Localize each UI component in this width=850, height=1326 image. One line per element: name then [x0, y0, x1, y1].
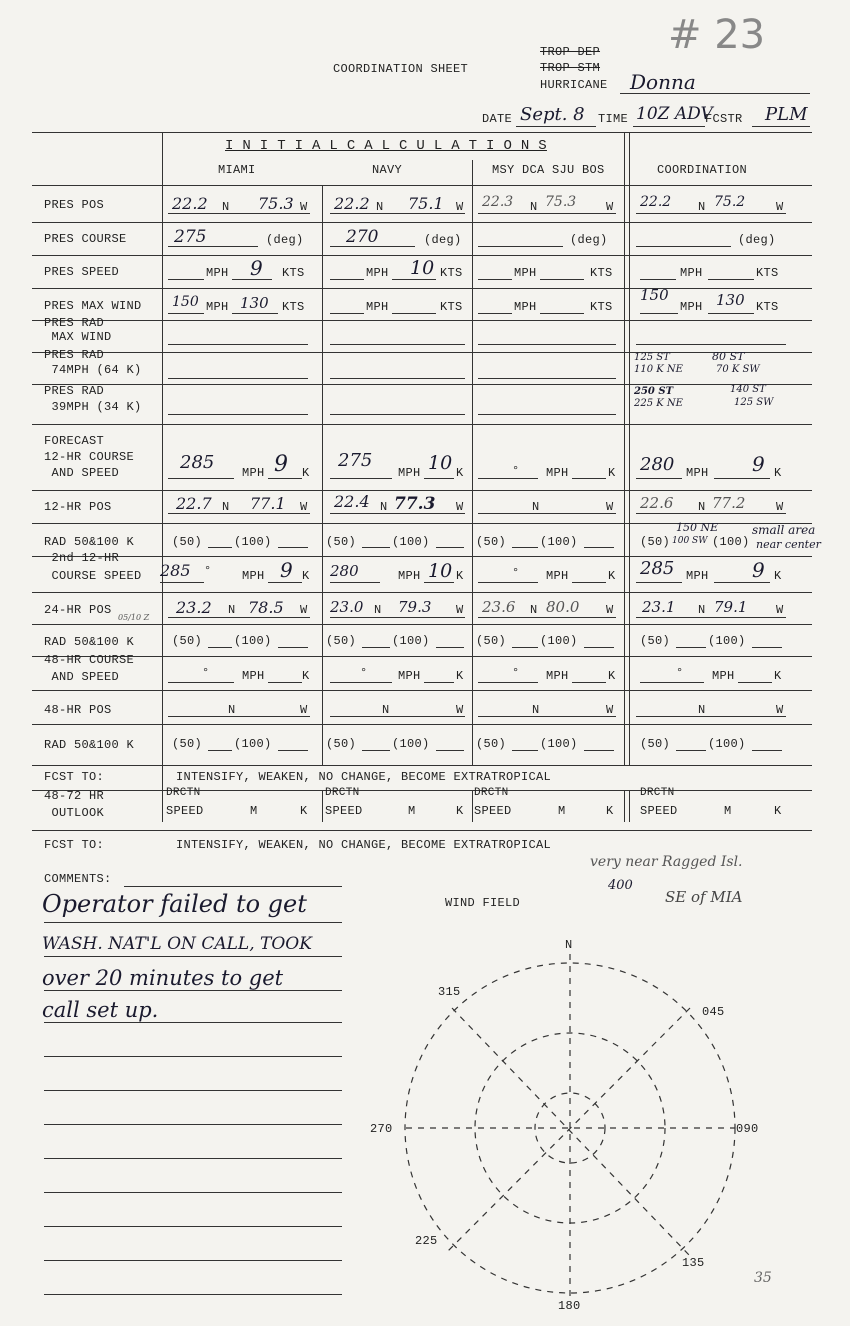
- speed-label: SPEED: [325, 804, 363, 818]
- fcstr-value: PLM: [765, 104, 808, 125]
- label-pres-max-wind: PRES MAX WIND: [44, 299, 142, 313]
- navy-speed-kts: 10: [410, 257, 435, 279]
- label-fcst-to-2: FCST TO:: [44, 838, 105, 852]
- mph-unit: MPH: [242, 466, 265, 480]
- n-unit: N: [222, 200, 230, 214]
- comment-line-1: Operator failed to get: [42, 890, 307, 918]
- w-unit: W: [456, 603, 464, 617]
- label-pres-speed: PRES SPEED: [44, 265, 120, 279]
- miami-s12: 9: [274, 452, 288, 477]
- storm-name: Donna: [630, 70, 696, 94]
- coord-pres-pos-n: 22.2: [640, 194, 672, 210]
- n-unit: N: [532, 703, 540, 717]
- navy-pres-pos-n: 22.2: [334, 194, 370, 213]
- fcstr-label: FCSTR: [705, 112, 743, 126]
- kts-unit: KTS: [282, 300, 305, 314]
- fifty-label: (50): [172, 737, 203, 751]
- label-2nd-12: 2nd 12-HR COURSE SPEED: [51, 551, 142, 583]
- hundred-label: (100): [392, 535, 430, 549]
- navy-p12-w: 77.3: [394, 494, 436, 514]
- deg-symbol: °: [676, 666, 684, 680]
- navy-pres-pos-w: 75.1: [408, 194, 444, 213]
- n-unit: N: [228, 603, 236, 617]
- w-unit: W: [776, 603, 784, 617]
- fifty-label: (50): [476, 634, 507, 648]
- w-unit: W: [300, 603, 308, 617]
- k-label: K: [606, 804, 614, 818]
- miami-p24-n: 23.2: [176, 598, 212, 617]
- sheet-number: # 23: [668, 12, 766, 58]
- label-24hr-pos: 24-HR POS: [44, 603, 112, 617]
- label-rad-48: RAD 50&100 K: [44, 738, 135, 752]
- k-unit: K: [302, 669, 310, 683]
- fifty-label: (50): [640, 535, 671, 549]
- n-unit: N: [380, 500, 388, 514]
- k-unit: K: [608, 569, 616, 583]
- label-pres-course: PRES COURSE: [44, 232, 127, 246]
- corner-note: 35: [754, 1270, 772, 1286]
- other-p24-n: 23.6: [482, 598, 516, 616]
- k-unit: K: [456, 669, 464, 683]
- hundred-label: (100): [540, 634, 578, 648]
- speed-label: SPEED: [640, 804, 678, 818]
- w-unit: W: [456, 500, 464, 514]
- k-unit: K: [774, 569, 782, 583]
- col-miami: MIAMI: [218, 163, 256, 177]
- navy-s12: 10: [428, 452, 453, 474]
- n-unit: N: [530, 200, 538, 214]
- miami-c12: 285: [180, 452, 215, 473]
- kts-unit: KTS: [282, 266, 305, 280]
- k-unit: K: [456, 466, 464, 480]
- w-unit: W: [456, 200, 464, 214]
- drctn-label: DRCTN: [640, 787, 675, 799]
- comment-line-3: over 20 minutes to get: [42, 966, 284, 990]
- mph-unit: MPH: [366, 300, 389, 314]
- k-unit: K: [774, 466, 782, 480]
- deg-unit: (deg): [266, 233, 304, 247]
- deg-symbol: °: [204, 564, 212, 578]
- hundred-label: (100): [392, 737, 430, 751]
- m-label: M: [558, 804, 566, 818]
- comment-line-2: WASH. NAT'L ON CALL, TOOK: [42, 934, 312, 954]
- trop-stm-label: TROP STM: [540, 61, 601, 75]
- miami-speed-kts: 9: [250, 256, 263, 280]
- label-48hr-pos: 48-HR POS: [44, 703, 112, 717]
- mph-unit: MPH: [686, 569, 709, 583]
- drctn-label: DRCTN: [166, 787, 201, 799]
- wind-note-1: very near Ragged Isl.: [590, 854, 743, 870]
- mph-unit: MPH: [546, 466, 569, 480]
- n-unit: N: [382, 703, 390, 717]
- mph-unit: MPH: [206, 266, 229, 280]
- mph-unit: MPH: [398, 569, 421, 583]
- mph-unit: MPH: [398, 466, 421, 480]
- n-unit: N: [530, 603, 538, 617]
- label-rad-12: RAD 50&100 K: [44, 535, 135, 549]
- kts-unit: KTS: [590, 266, 613, 280]
- page-title: COORDINATION SHEET: [333, 62, 469, 76]
- wind-field-label: WIND FIELD: [445, 896, 521, 910]
- hundred-label: (100): [392, 634, 430, 648]
- mph-unit: MPH: [242, 669, 265, 683]
- navy-p24-n: 23.0: [330, 598, 364, 616]
- hundred-label: (100): [712, 535, 750, 549]
- label-pres-pos: PRES POS: [44, 198, 105, 212]
- k-label: K: [300, 804, 308, 818]
- hundred-label: (100): [708, 737, 746, 751]
- deg-symbol: °: [512, 666, 520, 680]
- w-unit: W: [776, 500, 784, 514]
- navy-c2: 280: [330, 562, 359, 580]
- kts-unit: KTS: [440, 266, 463, 280]
- fifty-label: (50): [172, 535, 203, 549]
- fifty-label: (50): [476, 737, 507, 751]
- navy-p12-n: 22.4: [334, 492, 370, 511]
- w-unit: W: [300, 500, 308, 514]
- hurricane-label: HURRICANE: [540, 78, 608, 92]
- mph-unit: MPH: [546, 569, 569, 583]
- coord-rad74-b: 80 ST: [712, 350, 745, 363]
- coord-p12-n: 22.6: [640, 494, 674, 512]
- coord-pres-pos-w: 75.2: [714, 194, 746, 210]
- miami-course: 275: [174, 227, 207, 247]
- coord-c12: 280: [640, 454, 675, 475]
- w-unit: W: [776, 703, 784, 717]
- coord-p24-n: 23.1: [642, 598, 676, 616]
- label-pres-rad-39: PRES RAD 39MPH (34 K): [44, 384, 142, 414]
- label-48hr-course: 48-HR COURSE AND SPEED: [44, 653, 135, 684]
- w-unit: W: [456, 703, 464, 717]
- miami-c2: 285: [160, 561, 191, 580]
- miami-wind-kts: 130: [240, 294, 269, 312]
- compass-180: 180: [558, 1299, 581, 1313]
- n-unit: N: [376, 200, 384, 214]
- hundred-label: (100): [708, 634, 746, 648]
- mph-unit: MPH: [366, 266, 389, 280]
- mph-unit: MPH: [206, 300, 229, 314]
- w-unit: W: [606, 500, 614, 514]
- label-pres-rad-74: PRES RAD 74MPH (64 K): [44, 348, 142, 377]
- navy-p24-w: 79.3: [398, 598, 432, 616]
- w-unit: W: [606, 703, 614, 717]
- initial-calculations-header: I N I T I A L C A L C U L A T I O N S: [225, 138, 547, 154]
- mph-unit: MPH: [712, 669, 735, 683]
- hundred-label: (100): [234, 737, 272, 751]
- miami-pres-pos-w: 75.3: [258, 194, 294, 213]
- n-unit: N: [698, 200, 706, 214]
- hundred-label: (100): [234, 634, 272, 648]
- fifty-label: (50): [326, 737, 357, 751]
- hundred-label: (100): [540, 737, 578, 751]
- m-label: M: [250, 804, 258, 818]
- drctn-label: DRCTN: [325, 787, 360, 799]
- navy-c12: 275: [338, 450, 373, 471]
- compass-315: 315: [438, 985, 461, 999]
- w-unit: W: [300, 200, 308, 214]
- coord-wind-mph: 150: [640, 286, 669, 304]
- time-label: TIME: [598, 112, 629, 126]
- comment-line-4: call set up.: [42, 998, 159, 1022]
- other-pres-pos-w: 75.3: [545, 194, 577, 210]
- coord-rad39-b: 140 ST: [730, 384, 766, 395]
- other-p24-w: 80.0: [546, 598, 580, 616]
- coord-s12: 9: [752, 452, 765, 476]
- coord-rad39-a: 250 ST: [634, 386, 674, 397]
- kts-unit: KTS: [590, 300, 613, 314]
- label-outlook: 48-72 HR OUTLOOK: [44, 789, 105, 820]
- other-pres-pos-n: 22.3: [482, 194, 514, 210]
- coord-rad39-d: 125 SW: [734, 397, 774, 408]
- fcst-options-1: INTENSIFY, WEAKEN, NO CHANGE, BECOME EXTRATROPICAL: [176, 770, 552, 784]
- deg-unit: (deg): [424, 233, 462, 247]
- coord-rad12-note-c: small area: [752, 523, 816, 537]
- compass-n: N: [565, 938, 573, 952]
- compass-135: 135: [682, 1256, 705, 1270]
- deg-symbol: °: [512, 464, 520, 478]
- miami-p12-n: 22.7: [176, 494, 212, 513]
- compass-045: 045: [702, 1005, 725, 1019]
- date-label: DATE: [482, 112, 513, 126]
- mph-unit: MPH: [680, 266, 703, 280]
- coord-rad74-a: 125 ST: [634, 352, 670, 363]
- label-12hr-pos: 12-HR POS: [44, 500, 112, 514]
- hundred-label: (100): [234, 535, 272, 549]
- coord-p12-w: 77.2: [712, 494, 746, 512]
- col-navy: NAVY: [372, 163, 403, 177]
- miami-p24-note: 05/10 Z: [118, 613, 150, 622]
- n-unit: N: [228, 703, 236, 717]
- deg-symbol: °: [512, 566, 520, 580]
- k-label: K: [456, 804, 464, 818]
- n-unit: N: [222, 500, 230, 514]
- w-unit: W: [606, 603, 614, 617]
- n-unit: N: [698, 500, 706, 514]
- label-forecast-12: FORECAST 12-HR COURSE AND SPEED: [44, 434, 135, 480]
- mph-unit: MPH: [242, 569, 265, 583]
- coord-rad12-note-b: 100 SW: [672, 536, 708, 546]
- label-pres-rad-max-wind: PRES RAD MAX WIND: [44, 316, 112, 344]
- navy-course: 270: [346, 227, 379, 247]
- w-unit: W: [606, 200, 614, 214]
- mph-unit: MPH: [546, 669, 569, 683]
- hundred-label: (100): [540, 535, 578, 549]
- fifty-label: (50): [476, 535, 507, 549]
- speed-label: SPEED: [166, 804, 204, 818]
- fifty-label: (50): [326, 535, 357, 549]
- compass-225: 225: [415, 1234, 438, 1248]
- compass-090: 090: [736, 1122, 759, 1136]
- fifty-label: (50): [640, 634, 671, 648]
- kts-unit: KTS: [756, 266, 779, 280]
- deg-unit: (deg): [570, 233, 608, 247]
- m-label: M: [408, 804, 416, 818]
- n-unit: N: [698, 603, 706, 617]
- drctn-label: DRCTN: [474, 787, 509, 799]
- k-unit: K: [608, 466, 616, 480]
- speed-label: SPEED: [474, 804, 512, 818]
- k-unit: K: [774, 669, 782, 683]
- mph-unit: MPH: [514, 266, 537, 280]
- axis-nw-se: [452, 1008, 690, 1256]
- w-unit: W: [776, 200, 784, 214]
- col-other: MSY DCA SJU BOS: [492, 163, 605, 177]
- mph-unit: MPH: [680, 300, 703, 314]
- wind-note-3: SE of MIA: [665, 888, 743, 906]
- miami-pres-pos-n: 22.2: [172, 194, 208, 213]
- navy-s2: 10: [428, 560, 453, 582]
- k-unit: K: [608, 669, 616, 683]
- fifty-label: (50): [640, 737, 671, 751]
- n-unit: N: [374, 603, 382, 617]
- k-unit: K: [302, 569, 310, 583]
- k-label: K: [774, 804, 782, 818]
- fifty-label: (50): [172, 634, 203, 648]
- mph-unit: MPH: [686, 466, 709, 480]
- compass-270: 270: [370, 1122, 393, 1136]
- m-label: M: [724, 804, 732, 818]
- kts-unit: KTS: [440, 300, 463, 314]
- miami-wind-mph: 150: [172, 294, 199, 310]
- coord-s2: 9: [752, 558, 765, 582]
- comments-label: COMMENTS:: [44, 872, 112, 886]
- fcst-options-2: INTENSIFY, WEAKEN, NO CHANGE, BECOME EXTRATROPICAL: [176, 838, 552, 852]
- k-unit: K: [456, 569, 464, 583]
- deg-unit: (deg): [738, 233, 776, 247]
- coord-rad74-d: 70 K SW: [716, 364, 760, 375]
- time-value: 10Z ADV: [636, 104, 713, 124]
- wind-note-2: 400: [608, 878, 633, 893]
- coord-c2: 285: [640, 558, 675, 579]
- k-unit: K: [302, 466, 310, 480]
- n-unit: N: [532, 500, 540, 514]
- label-rad-24: RAD 50&100 K: [44, 635, 135, 649]
- mph-unit: MPH: [398, 669, 421, 683]
- coord-p24-w: 79.1: [714, 598, 748, 616]
- miami-s2: 9: [280, 558, 293, 582]
- w-unit: W: [300, 703, 308, 717]
- coord-rad12-note-d: near center: [756, 538, 821, 551]
- coord-wind-kts: 130: [716, 291, 745, 309]
- miami-p24-w: 78.5: [248, 598, 284, 617]
- deg-symbol: °: [202, 666, 210, 680]
- n-unit: N: [698, 703, 706, 717]
- coord-rad12-note-a: 150 NE: [676, 521, 719, 534]
- trop-dep-label: TROP DEP: [540, 45, 601, 59]
- col-coordination: COORDINATION: [657, 163, 748, 177]
- label-fcst-to: FCST TO:: [44, 770, 105, 784]
- date-value: Sept. 8: [520, 104, 585, 125]
- miami-p12-w: 77.1: [250, 494, 286, 513]
- coord-rad39-c: 225 K NE: [634, 398, 683, 409]
- coord-rad74-c: 110 K NE: [634, 364, 683, 375]
- deg-symbol: °: [360, 666, 368, 680]
- kts-unit: KTS: [756, 300, 779, 314]
- mph-unit: MPH: [514, 300, 537, 314]
- fifty-label: (50): [326, 634, 357, 648]
